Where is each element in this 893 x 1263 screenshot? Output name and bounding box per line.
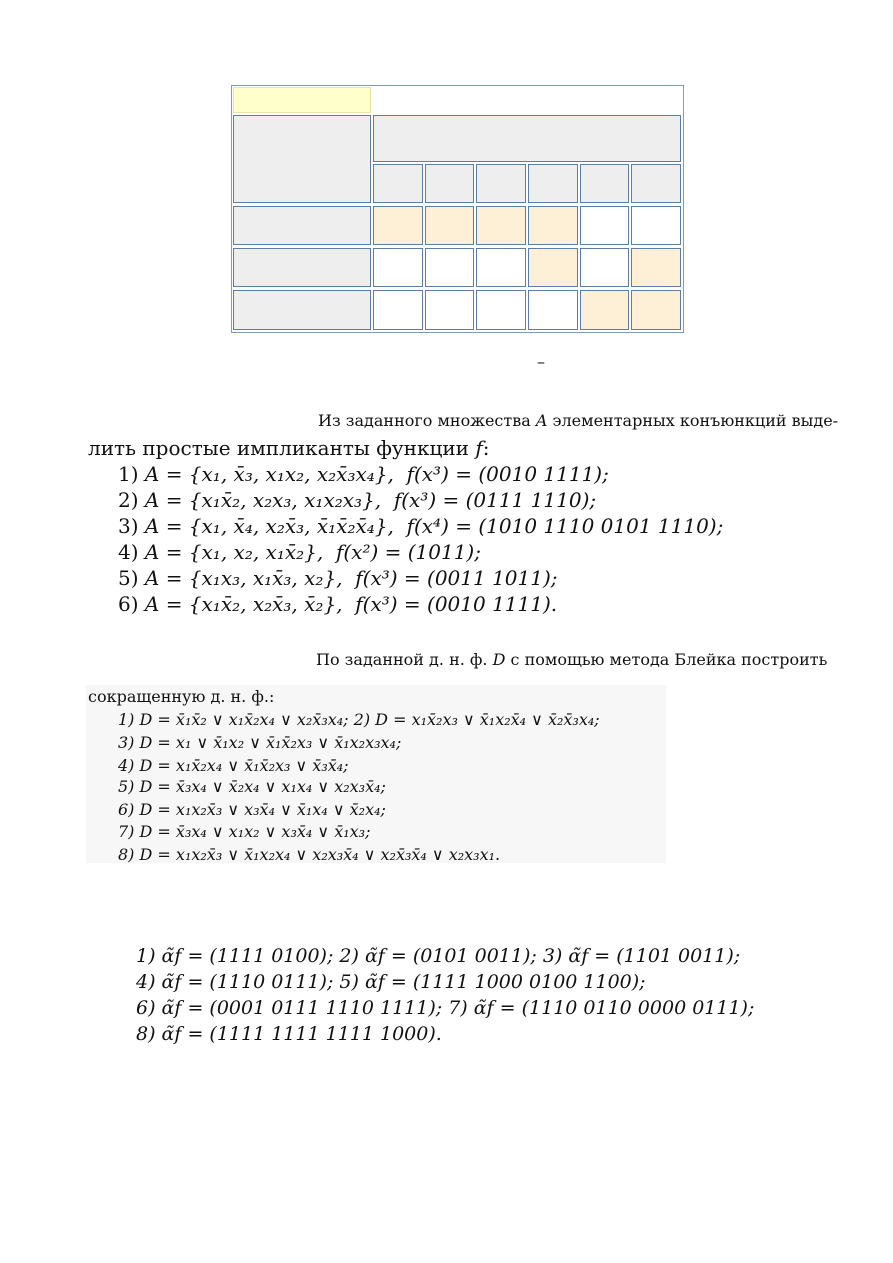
task1-intro2-end: : xyxy=(482,436,490,460)
table-cell xyxy=(373,290,423,330)
table-row-header xyxy=(233,290,371,330)
set-expression: A = {x₁x̄₂, x₂x̄₃, x̄₂}, xyxy=(144,592,343,616)
dash-mark: – xyxy=(537,352,545,371)
task1-intro-var: A xyxy=(535,411,548,430)
task2-item-5: 6) D = x₁x₂x̄₃ ∨ x₃x̄₄ ∨ x̄₁x₄ ∨ x̄₂x₄; xyxy=(118,800,386,819)
task2-item-2: 3) D = x₁ ∨ x̄₁x₂ ∨ x̄₁x̄₂x₃ ∨ x̄₁x₂x₃x₄; xyxy=(118,733,402,752)
function-expression: f(x³) = (0010 1111); xyxy=(406,462,609,486)
task2-item-7: 8) D = x₁x₂x̄₃ ∨ x̄₁x₂x₄ ∨ x₂x₃x̄₄ ∨ x₂x̄₃x̄₄ ∨ x₂x₃x₁. xyxy=(118,845,501,864)
task2-item-4: 5) D = x̄₃x₄ ∨ x̄₂x₄ ∨ x₁x₄ ∨ x₂x₃x̄₄; xyxy=(118,777,386,796)
table-cell xyxy=(631,290,681,330)
table-cell xyxy=(528,290,578,330)
task1-item-2 xyxy=(118,488,596,512)
task1-item-5 xyxy=(118,566,558,590)
colored-table xyxy=(231,85,684,333)
table-row-header xyxy=(233,248,371,287)
table-cell-row-header-span xyxy=(233,115,371,203)
item-number: 1) xyxy=(118,462,139,486)
table-cell xyxy=(528,164,578,203)
task2-item-6: 7) D = x̄₃x₄ ∨ x₁x₂ ∨ x₃x̄₄ ∨ x̄₁x₃; xyxy=(118,822,371,841)
set-expression: A = {x₁, x̄₃, x₁x₂, x₂x̄₃x₄}, xyxy=(144,462,394,486)
table-cell xyxy=(373,164,423,203)
task1-intro2-text: лить простые импликанты функции xyxy=(88,436,470,460)
table-cell xyxy=(580,206,629,245)
task1-intro-rest: элементарных конъюнкций выде- xyxy=(552,411,839,430)
table-cell xyxy=(631,248,681,287)
table-cell xyxy=(476,164,526,203)
table-cell xyxy=(631,164,681,203)
task2-item-1: 1) D = x̄₁x̄₂ ∨ x₁x̄₂x₄ ∨ x₂x̄₃x₄; 2) D = x₁x̄₂x₃ ∨ x̄₁x₂x̄₄ ∨ x̄₂x̄₃x₄; xyxy=(118,710,600,729)
task2-intro-line1 xyxy=(316,650,827,669)
table-cell xyxy=(425,290,474,330)
task1-item-3 xyxy=(118,514,723,538)
task1-intro-line1 xyxy=(318,411,838,430)
task1-intro-line2 xyxy=(88,436,490,460)
function-expression: f(x³) = (0011 1011); xyxy=(355,566,558,590)
task3-item-1: 1) α̃f = (1111 0100); 2) α̃f = (0101 0011); 3) α̃f = (1101 0011); xyxy=(136,945,741,967)
function-expression: f(x²) = (1011); xyxy=(335,540,481,564)
table-cell xyxy=(580,248,629,287)
table-cell xyxy=(425,164,474,203)
item-number: 3) xyxy=(118,514,139,538)
task2-item-3: 4) D = x₁x̄₂x₄ ∨ x̄₁x̄₂x₃ ∨ x̄₃x̄₄; xyxy=(118,756,349,775)
set-expression: A = {x₁x₃, x₁x̄₃, x₂}, xyxy=(144,566,343,590)
task1-intro-text: Из заданного множества xyxy=(318,411,531,430)
table-cell xyxy=(373,206,423,245)
item-number: 4) xyxy=(118,540,139,564)
task1-intro2-var: f xyxy=(475,436,483,460)
task2-intro-line2: сокращенную д. н. ф.: xyxy=(88,687,275,706)
table-cell xyxy=(580,164,629,203)
table-cell xyxy=(373,248,423,287)
item-number: 5) xyxy=(118,566,139,590)
set-expression: A = {x₁, x̄₄, x₂x̄₃, x̄₁x̄₂x̄₄}, xyxy=(144,514,394,538)
table-cell xyxy=(476,206,526,245)
set-expression: A = {x₁x̄₂, x₂x₃, x₁x₂x₃}, xyxy=(144,488,382,512)
table-cell xyxy=(476,248,526,287)
task2-intro-rest: с помощью метода Блейка построить xyxy=(510,650,828,669)
table-cell xyxy=(425,206,474,245)
task3-item-2: 4) α̃f = (1110 0111); 5) α̃f = (1111 1000 0100 1100); xyxy=(136,971,646,993)
task3-item-4: 8) α̃f = (1111 1111 1111 1000). xyxy=(136,1023,442,1045)
table-cell-column-header-span xyxy=(373,115,681,162)
function-expression: f(x³) = (0111 1110); xyxy=(393,488,597,512)
table-row-header xyxy=(233,206,371,245)
task1-item-4 xyxy=(118,540,481,564)
table-cell-header-corner xyxy=(233,87,371,113)
task2-intro-text: По заданной д. н. ф. xyxy=(316,650,488,669)
set-expression: A = {x₁, x₂, x₁x̄₂}, xyxy=(144,540,324,564)
function-expression: f(x⁴) = (1010 1110 0101 1110); xyxy=(406,514,724,538)
table-cell xyxy=(528,248,578,287)
table-cell xyxy=(476,290,526,330)
table-cell xyxy=(528,206,578,245)
task2-intro-var: D xyxy=(492,650,506,669)
task1-item-6 xyxy=(118,592,557,616)
table-cell xyxy=(631,206,681,245)
task1-item-1 xyxy=(118,462,609,486)
item-number: 6) xyxy=(118,592,139,616)
item-number: 2) xyxy=(118,488,139,512)
task3-item-3: 6) α̃f = (0001 0111 1110 1111); 7) α̃f = (1110 0110 0000 0111); xyxy=(136,997,755,1019)
table-cell xyxy=(425,248,474,287)
table-cell xyxy=(580,290,629,330)
function-expression: f(x³) = (0010 1111). xyxy=(355,592,558,616)
